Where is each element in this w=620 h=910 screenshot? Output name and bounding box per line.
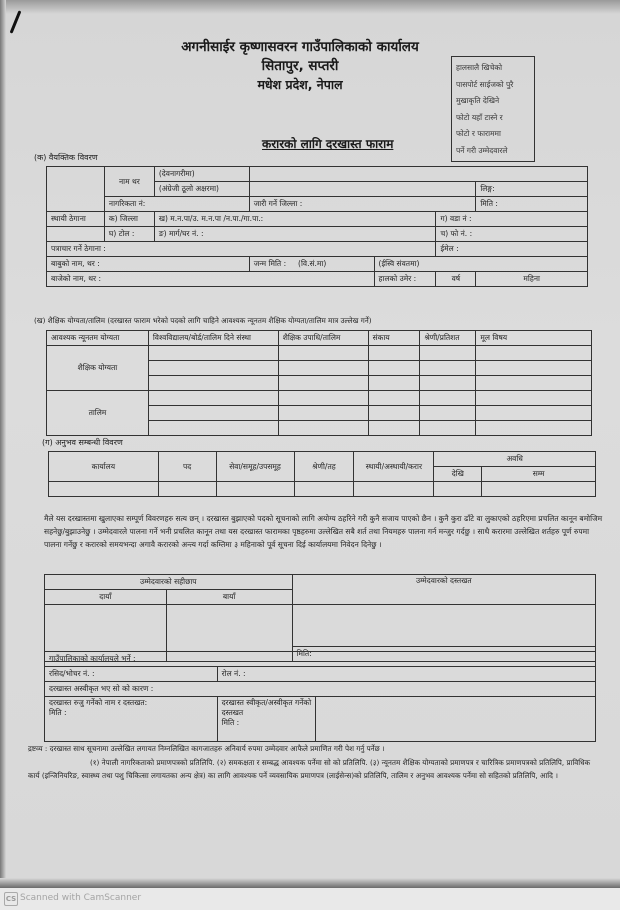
edu-col-header: मूल विषय [476,331,592,346]
roll-field[interactable]: रोल नं. : [217,667,595,682]
exp-cell[interactable] [482,482,596,497]
edu-col-header: विश्वविद्यालय/बोर्ड/तालिम दिने संस्था [148,331,278,346]
edu-cell[interactable] [368,406,420,421]
ward-field[interactable]: ग) वडा नं : [436,212,588,227]
signature-date[interactable]: मिति: [292,647,595,662]
permanent-address-label: स्थायी ठेगाना [47,212,105,227]
approver-label: दरखास्त स्वीकृत/अस्वीकृत गर्नेको [221,698,312,707]
photo-box-line: हालसालै खिचेको [456,63,503,72]
exp-cell[interactable] [354,482,434,497]
edu-cell[interactable] [368,361,420,376]
edu-cell[interactable] [148,406,278,421]
exp-col-header: श्रेणी/तह [294,452,354,482]
gender-field[interactable]: लिङ्ग: [476,182,588,197]
training-row-label: तालिम [47,391,149,436]
edu-col-header: शैक्षिक उपाधि/तालिम [278,331,368,346]
personal-details-table [46,166,588,287]
edu-cell[interactable] [420,406,476,421]
signature-box[interactable] [292,605,595,647]
dob-bs: (वि.सं.मा) [298,259,327,268]
edu-cell[interactable] [420,376,476,391]
camscanner-logo-icon: CS [4,892,18,906]
approver-date: मिति : [221,718,240,727]
blank-cell [47,167,105,212]
edu-cell[interactable] [148,376,278,391]
exp-cell[interactable] [434,482,482,497]
edu-cell[interactable] [148,421,278,436]
street-field[interactable]: ङ) मार्ग/घर नं. : [154,227,436,242]
edu-cell[interactable] [476,391,592,406]
scan-shadow-bottom [0,878,620,888]
edu-cell[interactable] [278,376,368,391]
office-province: मधेश प्रदेश, नेपाल [257,77,343,92]
age-months[interactable]: महिना [476,272,588,287]
dob-label [249,257,374,272]
phone-field[interactable]: च) फो नं. : [436,227,588,242]
edu-cell[interactable] [148,361,278,376]
exp-period-to: सम्म [482,467,596,482]
office-address: सितापुर, सप्तरी [261,58,339,74]
scan-shadow-top [0,0,620,14]
name-english-field[interactable] [249,182,476,197]
edu-cell[interactable] [476,376,592,391]
camscanner-text: Scanned with CamScanner [20,893,142,903]
correspondence-field[interactable]: पत्राचार गर्ने ठेगाना : [47,242,436,257]
father-name-field[interactable]: बाबुको नाम, थर : [47,257,250,272]
issue-date-field[interactable]: मिति : [476,197,588,212]
devanagari-label: (देवनागरीमा) [154,167,249,182]
checker-cell[interactable] [45,697,218,742]
candidate-signature-label: उम्मेदवारको दस्तखत [292,575,595,605]
photo-box-line: पासपोर्ट साईजको पुरै [456,79,514,89]
edu-cell[interactable] [476,406,592,421]
exp-col-header: अवधि [434,452,596,467]
blank-cell [316,697,596,742]
rejection-reason-field[interactable]: दरखास्त अस्वीकृत भए सो को कारण : [45,682,596,697]
blank-cell [47,227,105,242]
thumbprint-label: उम्मेदवारको सहीछाप [45,575,293,590]
name-label: नाम थर [104,167,154,197]
scan-shadow-left [0,0,6,888]
photo-box-line: मुखाकृति देखिने [456,96,500,105]
signature-table [44,574,596,662]
edu-cell[interactable] [420,361,476,376]
english-label: (अंग्रेजी ठूलो अक्षरमा) [154,182,249,197]
photo-box-line: फोटो यहाँ टास्ने र [456,112,503,122]
checker-date: मिति : [49,708,67,717]
edu-cell[interactable] [368,376,420,391]
section-c-heading: (ग) अनुभव सम्बन्धी विवरण [42,438,123,447]
exp-col-header: स्थायी/अस्थायी/करार [354,452,434,482]
dob-text: जन्म मिति : [253,259,287,268]
exp-col-header: पद [158,452,216,482]
right-thumb-label: दायाँ [45,590,167,605]
edu-row-label: शैक्षिक योग्यता [47,346,149,391]
edu-cell[interactable] [420,391,476,406]
edu-cell[interactable] [368,346,420,361]
municipality-field[interactable]: ख) म.न.पा/उ. म.न.पा /न.पा./गा.पा.: [154,212,436,227]
exp-col-header: सेवा/समूह/उपसमूह [216,452,294,482]
exp-cell[interactable] [158,482,216,497]
age-years[interactable]: वर्ष [436,272,476,287]
form-title: करारको लागि दरखास्त फाराम [262,137,394,151]
checker-label: दरखास्त रुजु गर्नेको नाम र दस्तखत: [49,698,148,707]
edu-cell[interactable] [278,361,368,376]
age-label: हालको उमेर : [374,272,436,287]
note-documents: (१) नेपाली नागरिकताको प्रमाणपत्रको प्रतिलिपि. (२) समकक्षता र सम्बद्ध आवश्यक पर्नेमा सो को प्रतिलिपि. (३) न्यूनतम शैक्षिक योग्यताको प्रमाणपत्र र चारित्रिक प्रमाणपत्रको प्रतिलिपि, प्राविधिक कार्य (इन्जिनियरिङ, स्वास्थ्य तथा पशु चिकित्सा लगायतका अन्य क्षेत्र) का लागि आवश्यक पर्ने व्यवसायिक प्रमाणपत्र (लाईसेन्स)को प्रतिलिपि, तालिम र अनुभव आवश्यक पर्नेमा सो सहितको प्रतिलिपि, आदि । [28,758,591,780]
experience-table [48,451,596,497]
receipt-field[interactable]: रसिद/भोचर नं. : [45,667,218,682]
edu-cell[interactable] [476,361,592,376]
edu-col-header: श्रेणी/प्रतिशत [420,331,476,346]
note-heading: द्रष्टव्य : दरखास्त साथ सूचनामा उल्लेखित लगायत निम्नलिखित कागजातहरु अनिवार्य रुपमा उम्मेदवार आफैले प्रमाणित गरी पेश गर्नु पर्नेछ । [28,744,385,753]
edu-cell[interactable] [278,346,368,361]
exp-col-header: कार्यालय [49,452,159,482]
issue-district-field[interactable]: जारी गर्ने जिल्ला : [249,197,476,212]
office-name: अगनीसाईर कृष्णासवरन गाउँपालिकाको कार्यालय [181,39,419,55]
name-devanagari-field[interactable] [249,167,587,182]
education-table [46,330,592,436]
letterhead [150,38,450,94]
edu-col-header: आवश्यक न्यूनतम योग्यता [47,331,149,346]
edu-cell[interactable] [476,421,592,436]
photo-box [451,56,535,162]
photo-box-line: फोटो र फाराममा [456,129,501,138]
edu-cell[interactable] [148,391,278,406]
dob-ad-field[interactable]: (ईस्वि संवतमा) [374,257,587,272]
email-field[interactable]: ईमेल : [436,242,588,257]
tole-field[interactable]: घ) टोल : [104,227,154,242]
camscanner-watermark [0,888,620,910]
edu-cell[interactable] [278,406,368,421]
declaration-text: मैले यस दरखास्तमा खुलाएका सम्पूर्ण विवरणहरु सत्य छन् । दरखास्त बुझाएको पदको सूचनाको लागि अयोग्य ठहरिने गरी कुनै सजाय पाएको छैन । कुनै कुरा ढाँटे वा लुकाएको ठहरिएमा प्रचलित कानून बमोजिम सहनेछु/बुझाउनेछु । उम्मेदवारले पालना गर्ने भनी प्रचलित कानून तथा यस दरखास्त फारामका पृष्ठहरुमा उल्लेखित सबै शर्त तथा नियमहरु पालना गर्न मन्जुर गर्दछु । साथै करारमा उल्लेखित शर्तहरु पूर्ण रुपमा पालना गर्नेछु र करारको समयभन्दा अगावै करारको अन्त्य गर्दा कम्तिमा ३ महिनाको पूर्व सूचना दिई कार्यालयमा निवेदन दिनेछु । [44,514,603,549]
approver-cell[interactable] [217,697,316,742]
edu-cell[interactable] [420,421,476,436]
exp-cell[interactable] [49,482,159,497]
left-thumb-label: बायाँ [166,590,292,605]
edu-cell[interactable] [278,421,368,436]
office-use-table [44,651,596,742]
edu-cell[interactable] [148,346,278,361]
district-field[interactable]: क) जिल्ला [104,212,154,227]
edu-cell[interactable] [368,421,420,436]
section-a-heading: (क) वैयक्तिक विवरण [34,153,98,162]
exp-cell[interactable] [294,482,354,497]
edu-cell[interactable] [278,391,368,406]
edu-cell[interactable] [476,346,592,361]
photo-box-line: पर्ने गरी उम्मेदवारले [456,145,508,155]
office-use-heading: गाउँपालिकाको कार्यालयले भर्ने : [45,652,596,667]
edu-col-header: संकाय [368,331,420,346]
exp-cell[interactable] [216,482,294,497]
citizenship-field[interactable]: नागरिकता नं: [104,197,249,212]
section-b-heading: (ख) शैक्षिक योग्यता/तालिम (दरखास्त फाराम भरेको पदको लागि चाहिने आवश्यक न्यूनतम शैक्षिक योग्यता/तालिम मात्र उल्लेख गर्ने) [34,316,372,325]
edu-cell[interactable] [420,346,476,361]
edu-cell[interactable] [368,391,420,406]
approver-sign: दस्तखत [221,708,244,717]
grandfather-name-field[interactable]: बाजेको नाम, थर : [47,272,375,287]
exp-period-from: देखि [434,467,482,482]
